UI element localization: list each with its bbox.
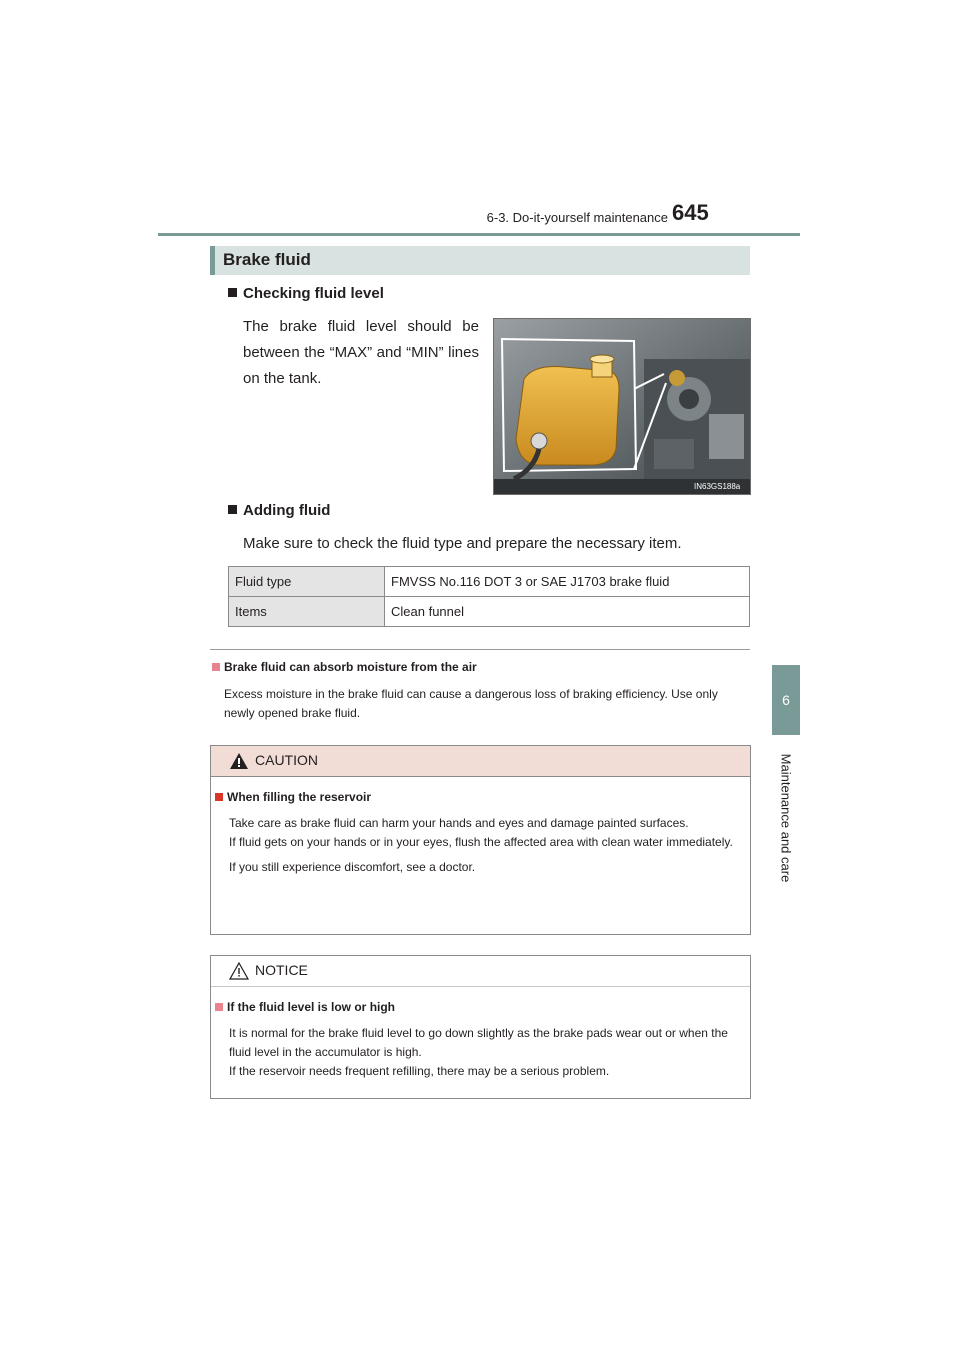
caution-paragraph: If you still experience discomfort, see a doctor. [229, 860, 476, 874]
note-heading [212, 660, 477, 674]
note-body: Excess moisture in the brake fluid can cause a dangerous loss of braking efficiency. Use only newly opened brake fluid. [224, 687, 718, 720]
table-key: Items [229, 597, 385, 627]
notice-box [210, 955, 751, 1099]
table-row [229, 567, 750, 597]
caution-heading-text: When filling the reservoir [227, 790, 372, 804]
checking-heading-text: Checking fluid level [243, 285, 384, 302]
chapter-label-text: Maintenance and care [778, 753, 794, 883]
checking-body: The brake fluid level should be between the “MAX” and “MIN” lines on the tank. [243, 318, 479, 387]
notice-header [211, 956, 750, 987]
bullet-square-icon [228, 288, 237, 297]
adding-body: Make sure to check the fluid type and prepare the necessary item. [243, 535, 682, 552]
page-number: 645 [672, 200, 709, 225]
caution-header [211, 746, 750, 777]
table-value: FMVSS No.116 DOT 3 or SAE J1703 brake fluid [385, 567, 750, 597]
table-value: Clean funnel [385, 597, 750, 627]
brake-reservoir-photo [493, 318, 751, 495]
adding-heading-text: Adding fluid [243, 502, 331, 519]
notice-item-heading [215, 1000, 395, 1014]
notice-label: NOTICE [255, 962, 308, 978]
table-key: Fluid type [229, 567, 385, 597]
caution-label: CAUTION [255, 752, 318, 768]
chapter-label [770, 748, 802, 888]
photo-code: IN63GS188a [694, 482, 741, 491]
caution-item-body [229, 814, 741, 883]
chapter-tab[interactable]: 6 [772, 665, 800, 735]
bullet-square-icon [228, 505, 237, 514]
notice-paragraph: It is normal for the brake fluid level to go down slightly as the brake pads wear out or when the fluid level in the accumulator is high. [229, 1026, 728, 1059]
note-bullet-icon [212, 663, 220, 671]
caution-paragraph: Take care as brake fluid can harm your hands and eyes and damage painted surfaces. [229, 816, 689, 830]
engine-bay-illustration [494, 319, 750, 494]
notice-bullet-icon [215, 1003, 223, 1011]
section-title-accent [210, 246, 215, 275]
adding-heading [228, 502, 330, 519]
notice-paragraph: If the reservoir needs frequent refilling, there may be a serious problem. [229, 1064, 610, 1078]
caution-item-heading [215, 790, 371, 804]
checking-heading [228, 285, 384, 302]
note-heading-text: Brake fluid can absorb moisture from the air [224, 660, 477, 674]
caution-paragraph: If fluid gets on your hands or in your eyes, flush the affected area with clean water immediately. [229, 835, 733, 849]
header-rule [158, 233, 800, 236]
section-title-bar [210, 246, 750, 275]
notice-item-body [229, 1024, 741, 1087]
caution-box [210, 745, 751, 935]
header-section-title: 6-3. Do-it-yourself maintenance [486, 210, 668, 225]
fluid-spec-table [228, 566, 750, 627]
warning-triangle-icon [229, 752, 249, 770]
note-divider [210, 649, 750, 650]
caution-bullet-icon [215, 793, 223, 801]
section-title: Brake fluid [223, 250, 311, 269]
notice-heading-text: If the fluid level is low or high [227, 1000, 396, 1014]
table-row [229, 597, 750, 627]
notice-triangle-icon [229, 962, 249, 980]
